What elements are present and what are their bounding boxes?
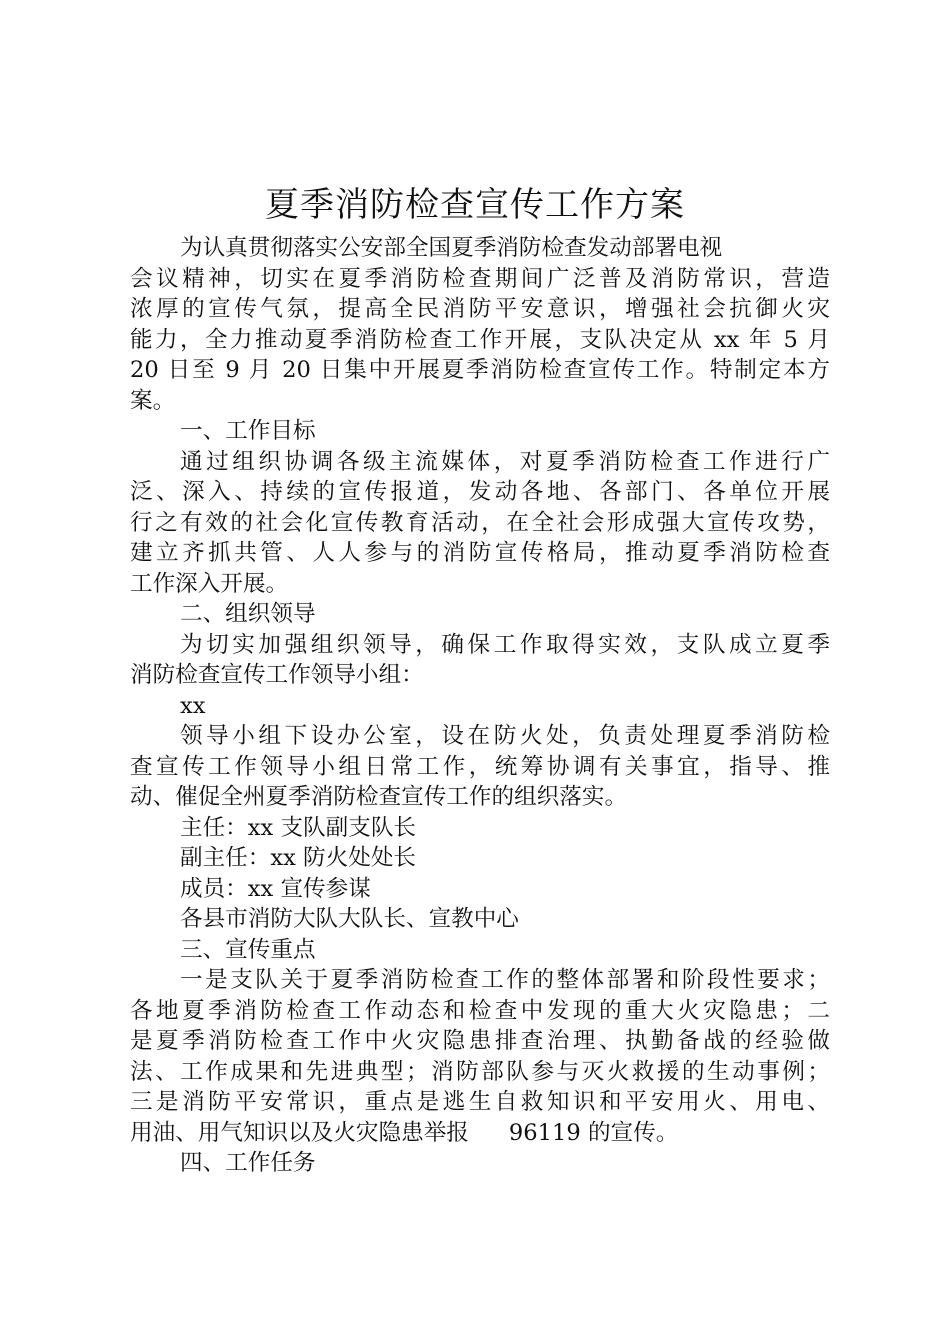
document-title: 夏季消防检查宣传工作方案 [265,185,685,225]
paragraph-line: 副主任：xx 防火处处长 [180,845,417,871]
paragraph-line: xx [180,692,206,719]
paragraph-line: 查宣传工作领导小组日常工作，统筹协调有关事宜，指导、推 [130,753,830,780]
paragraph-line: 为切实加强组织领导，确保工作取得实效，支队成立夏季 [180,631,830,658]
paragraph-line: 工作深入开展。 [130,570,289,597]
paragraph-text: 用油、用气知识以及火灾隐患举报 [130,1119,469,1146]
paragraph-line: 20 日至 9 月 20 日集中开展夏季消防检查宣传工作。特制定本方 [130,357,830,383]
paragraph-line: 会议精神，切实在夏季消防检查期间广泛普及消防常识，营造 [130,265,830,292]
paragraph-text: 96119 的宣传。 [508,1119,679,1146]
paragraph-line: 主任：xx 支队副支队长 [180,814,417,841]
paragraph-line: 案。 [130,387,176,414]
paragraph-line: 泛、深入、持续的宣传报道，发动各地、各部门、各单位开展 [130,479,830,505]
section-heading: 二、组织领导 [180,601,316,627]
paragraph-line: 成员：xx 宣传参谋 [180,875,371,902]
paragraph-line: 法、工作成果和先进典型；消防部队参与灭火救援的生动事例； [130,1058,830,1085]
paragraph-line: 各地夏季消防检查工作动态和检查中发现的重大火灾隐患；二 [130,997,830,1024]
paragraph-line: 领导小组下设办公室，设在防火处，负责处理夏季消防检 [180,723,830,749]
paragraph-line: 动、催促全州夏季消防检查宣传工作的组织落实。 [130,784,628,810]
paragraph-line: 能力，全力推动夏季消防检查工作开展，支队决定从 xx 年 5 月 [130,326,830,353]
section-heading: 三、宣传重点 [180,936,316,963]
paragraph-line: 建立齐抓共管、人人参与的消防宣传格局，推动夏季消防检查 [130,540,830,566]
paragraph-line: 三是消防平安常识，重点是逃生自救知识和平安用火、用电、 [130,1089,830,1115]
paragraph-line: 消防检查宣传工作领导小组： [130,662,424,688]
paragraph-line: 浓厚的宣传气氛，提高全民消防平安意识，增强社会抗御火灾 [130,296,830,322]
document-body [130,233,830,1179]
paragraph-line [130,1118,830,1149]
section-heading: 一、工作目标 [180,418,316,444]
paragraph-line: 是夏季消防检查工作中火灾隐患排查治理、执勤备战的经验做 [130,1028,830,1054]
paragraph-line: 通过组织协调各级主流媒体，对夏季消防检查工作进行广 [180,448,830,475]
section-heading: 四、工作任务 [180,1150,316,1176]
paragraph-line: 行之有效的社会化宣传教育活动，在全社会形成强大宣传攻势， [130,509,830,536]
paragraph-line: 各县市消防大队大队长、宣教中心 [180,906,519,932]
paragraph-line: 一是支队关于夏季消防检查工作的整体部署和阶段性要求； [180,967,830,993]
paragraph-line: 为认真贯彻落实公安部全国夏季消防检查发动部署电视 [180,235,723,261]
